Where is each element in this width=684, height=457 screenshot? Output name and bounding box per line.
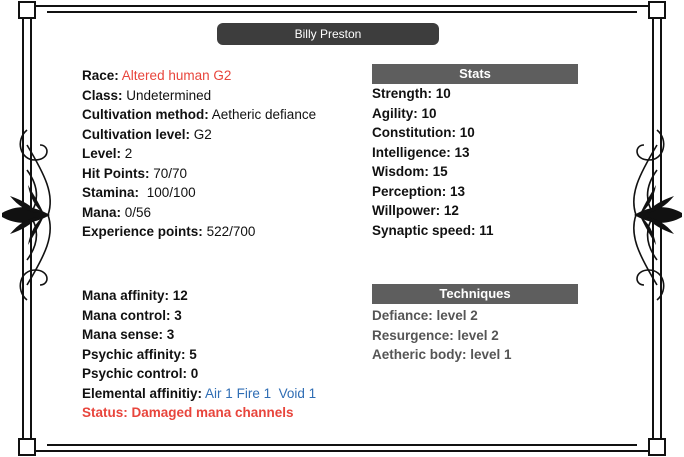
elemental-void: Void 1	[278, 385, 317, 401]
character-name: Billy Preston	[294, 27, 362, 41]
corner-square-icon	[19, 439, 35, 455]
stat-intelligence: Intelligence: 13	[372, 144, 470, 160]
level-row	[82, 144, 362, 164]
experience-row	[82, 222, 362, 242]
level-label: Level:	[82, 146, 122, 161]
mana-value: 0/56	[124, 204, 152, 220]
cultivation-level-label: Cultivation level:	[82, 126, 191, 142]
stamina-row	[82, 183, 362, 203]
experience-value: 522/700	[206, 224, 256, 239]
elemental-affinity-row	[82, 384, 372, 404]
stat-synaptic-speed: Synaptic speed: 11	[372, 222, 494, 238]
technique-aetheric-body: Aetheric body: level 1	[372, 347, 512, 362]
cultivation-method-row	[82, 105, 362, 125]
class-label: Class:	[82, 87, 123, 103]
hit-points-label: Hit Points:	[82, 165, 150, 181]
stats-heading: Stats	[372, 64, 578, 84]
stats-list	[372, 84, 592, 240]
technique-resurgence: Resurgence: level 2	[372, 327, 499, 343]
mana-row	[82, 203, 362, 223]
corner-square-icon	[649, 439, 665, 455]
cultivation-level-row	[82, 125, 362, 145]
race-row	[82, 66, 362, 86]
elemental-affinity-label: Elemental affinitiy:	[82, 385, 203, 401]
character-name-bar	[217, 23, 439, 45]
status-text: Status: Damaged mana channels	[82, 405, 294, 420]
stat-willpower: Willpower: 12	[372, 203, 459, 218]
corner-square-icon	[649, 2, 665, 18]
hit-points-row	[82, 164, 362, 184]
experience-label: Experience points:	[82, 224, 203, 239]
character-info	[82, 66, 362, 242]
race-value: Altered human G2	[121, 68, 232, 83]
mana-sense: Mana sense: 3	[82, 327, 175, 342]
mana-affinity: Mana affinity: 12	[82, 288, 188, 303]
cultivation-level-value: G2	[193, 126, 212, 142]
techniques-list	[372, 306, 592, 365]
stat-constitution: Constitution: 10	[372, 125, 475, 140]
mana-label: Mana:	[82, 204, 122, 220]
corner-square-icon	[19, 2, 35, 18]
stat-perception: Perception: 13	[372, 183, 466, 199]
technique-defiance: Defiance: level 2	[372, 308, 478, 323]
affinities-section	[82, 286, 372, 423]
elemental-air: Air 1	[205, 385, 233, 401]
techniques-heading: Techniques	[372, 284, 578, 304]
stat-strength: Strength: 10	[372, 86, 451, 101]
psychic-control: Psychic control: 0	[82, 366, 199, 381]
stat-agility: Agility: 10	[372, 105, 437, 121]
cultivation-method-label: Cultivation method:	[82, 107, 209, 122]
cultivation-method-value: Aetheric defiance	[211, 107, 317, 122]
mana-control: Mana control: 3	[82, 307, 182, 323]
elemental-fire: Fire 1	[236, 385, 272, 401]
stamina-value: 100/100	[146, 185, 196, 200]
level-value: 2	[124, 146, 133, 161]
class-value: Undetermined	[126, 87, 212, 103]
class-row	[82, 86, 362, 106]
stamina-label: Stamina:	[82, 185, 140, 200]
race-label: Race:	[82, 68, 119, 83]
psychic-affinity: Psychic affinity: 5	[82, 346, 197, 362]
stat-wisdom: Wisdom: 15	[372, 164, 448, 179]
hit-points-value: 70/70	[153, 165, 188, 181]
